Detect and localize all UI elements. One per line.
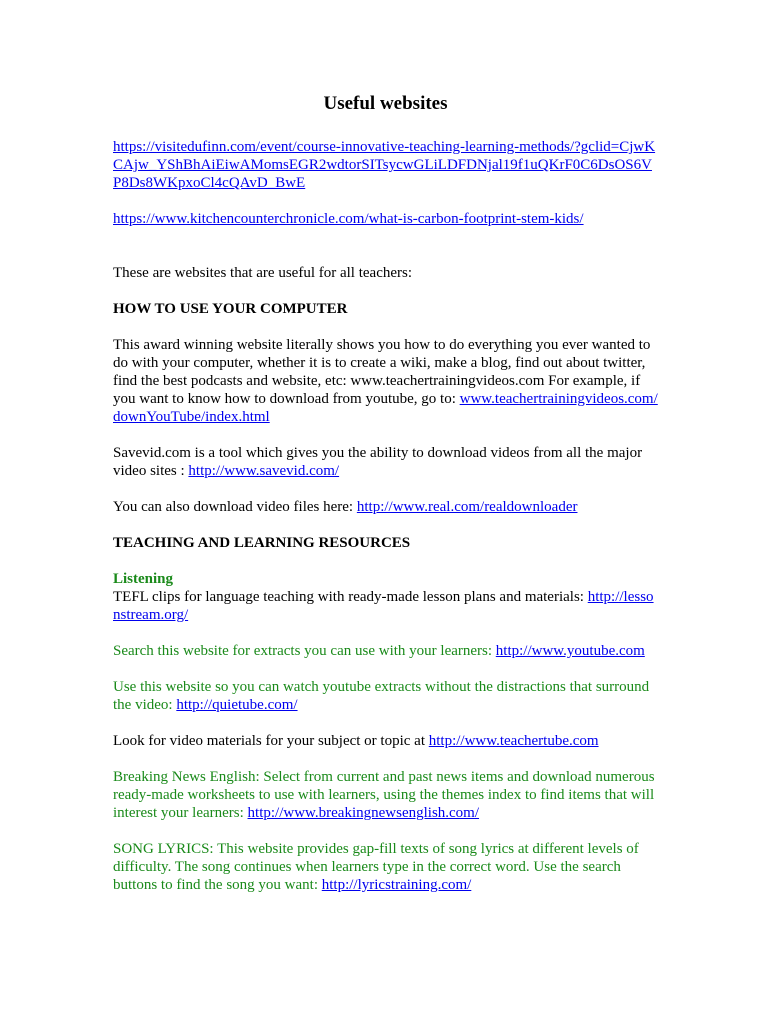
realdownloader-paragraph: [113, 498, 658, 516]
lyrics-text: SONG LYRICS: This website provides gap-fill texts of song lyrics at different levels of difficulty. The song continues when learners type in the correct word. Use the search buttons to find the song you want:: [113, 841, 639, 893]
savevid-paragraph: [113, 444, 658, 480]
listening-paragraph: [113, 570, 658, 624]
realdownloader-text: You can also download video files here:: [113, 499, 354, 515]
youtube-link[interactable]: http://www.youtube.com: [495, 643, 645, 659]
lyrics-paragraph: [113, 840, 658, 894]
intro-text: These are websites that are useful for all teachers:: [113, 265, 413, 281]
teachertraining-text: This award winning website literally shows you how to do everything you ever wanted to do with your computer, whether it is to create a wiki, make a blog, find out about twitter, find the best podcasts and website, etc: www.teachertrainingvideos.com For example, if you want to know how to download from youtube, go to:: [113, 337, 651, 407]
breakingnews-link[interactable]: http://www.breakingnewsenglish.com/: [247, 805, 480, 821]
link-paragraph-2: [113, 210, 658, 228]
breakingnews-text: Breaking News English: Select from current and past news items and download numerous ready-made worksheets to use with learners, using the themes index to find items that will interest your learners:: [113, 769, 655, 821]
teachertraining-paragraph: [113, 336, 658, 426]
document-page: [113, 92, 658, 912]
teachertube-link[interactable]: http://www.teachertube.com: [428, 733, 599, 749]
section-heading-computer: HOW TO USE YOUR COMPUTER: [113, 301, 348, 317]
realdownloader-link[interactable]: http://www.real.com/realdownloader: [356, 499, 578, 515]
teachertube-text: Look for video materials for your subject or topic at: [113, 733, 425, 749]
teachertube-paragraph: [113, 732, 658, 750]
tefl-text: TEFL clips for language teaching with ready-made lesson plans and materials:: [113, 589, 584, 605]
savevid-link[interactable]: http://www.savevid.com/: [188, 463, 340, 479]
quietube-text: Use this website so you can watch youtube extracts without the distractions that surround the video:: [113, 679, 650, 713]
breakingnews-paragraph: [113, 768, 658, 822]
quietube-paragraph: [113, 678, 658, 714]
page-title: Useful websites: [323, 93, 448, 114]
lyricstraining-link[interactable]: http://lyricstraining.com/: [321, 877, 472, 893]
youtube-text: Search this website for extracts you can use with your learners:: [113, 643, 493, 659]
savevid-text: Savevid.com is a tool which gives you the ability to download videos from all the major video sites :: [113, 445, 643, 479]
teachertraining-link[interactable]: www.teachertrainingvideos.com/downYouTube/index.html: [113, 391, 658, 425]
quietube-link[interactable]: http://quietube.com/: [176, 697, 298, 713]
visitedufinn-link[interactable]: https://visitedufinn.com/event/course-innovative-teaching-learning-methods/?gclid=CjwKCAjw_YShBhAiEiwAMomsEGR2wdtorSITsycwGLiLDFDNjal19f1uQKrF0C6DsOS6VP8Ds8WKpxoCl4cQAvD_BwE: [113, 139, 656, 191]
kitchencounter-link[interactable]: https://www.kitchencounterchronicle.com/what-is-carbon-footprint-stem-kids/: [113, 211, 584, 227]
link-paragraph-1: [113, 138, 658, 192]
youtube-paragraph: [113, 642, 658, 660]
section-heading-resources: TEACHING AND LEARNING RESOURCES: [113, 535, 411, 551]
listening-label: Listening: [113, 571, 174, 587]
lessonstream-link[interactable]: http://lessonstream.org/: [113, 589, 654, 623]
